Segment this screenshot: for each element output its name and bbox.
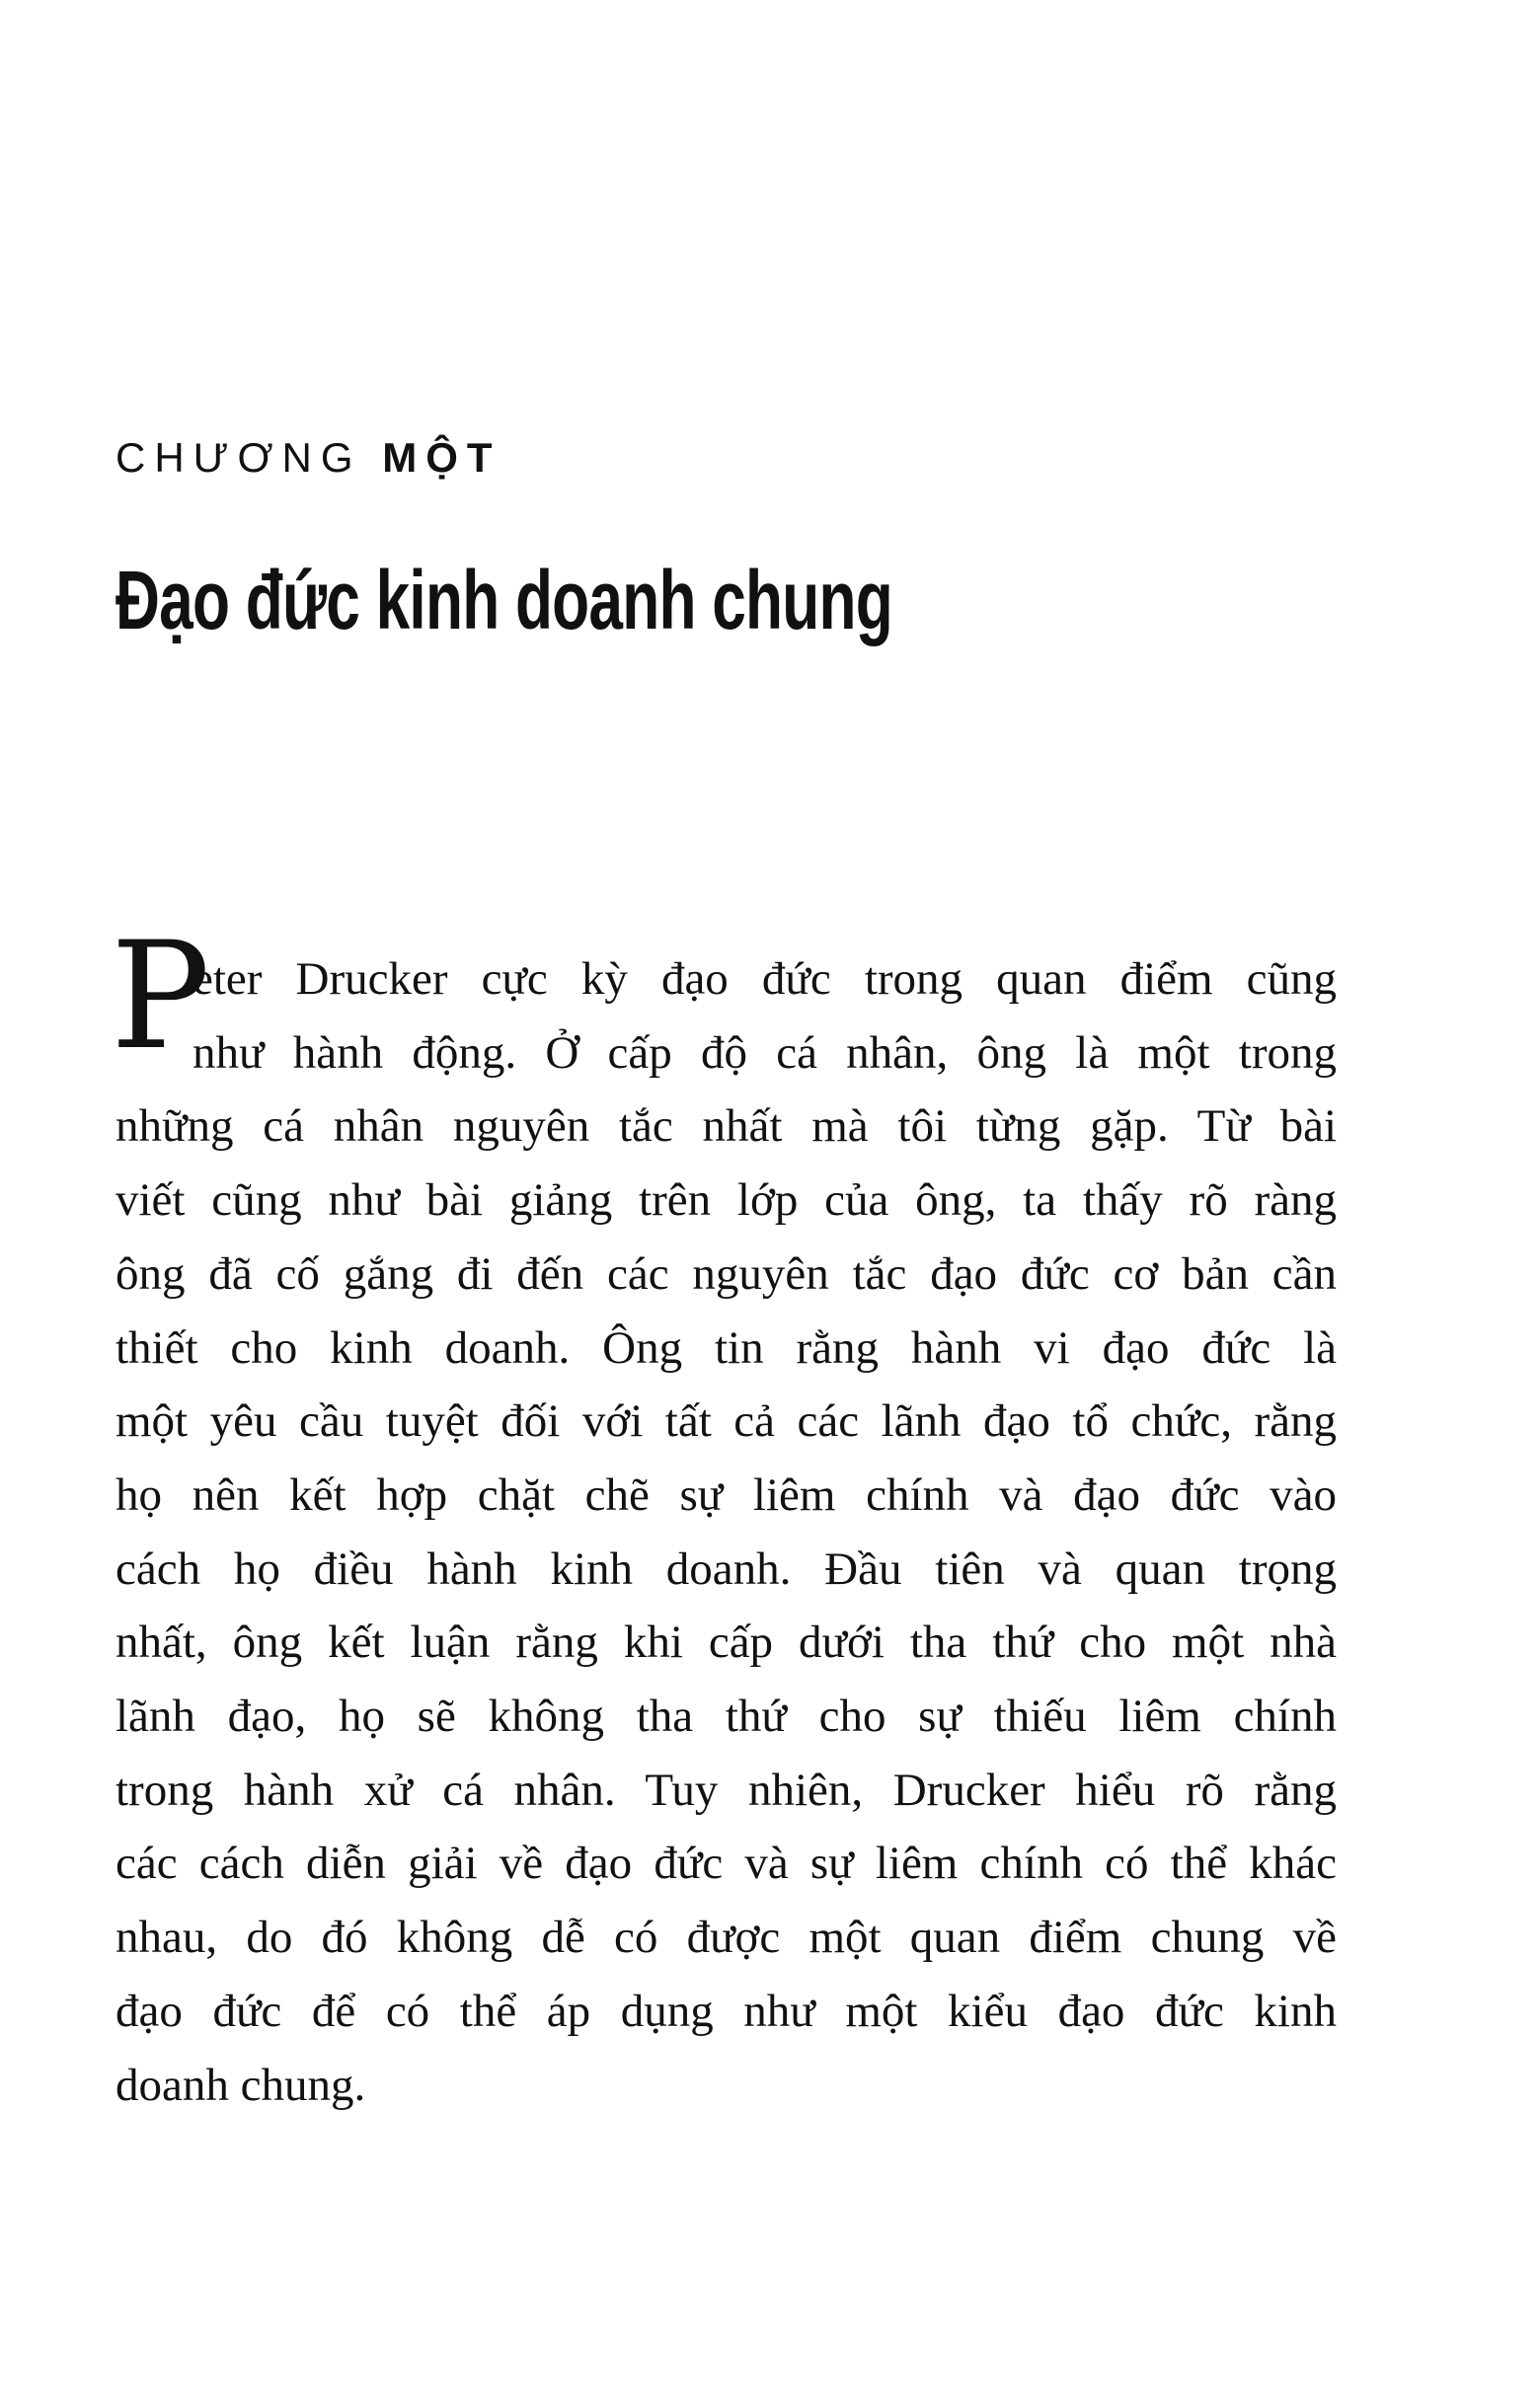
body-line: nhau, do đó không dễ có được một quan điểm chung về [116, 1912, 1337, 1964]
body-line: doanh chung. [116, 2059, 366, 2111]
body-line: những cá nhân nguyên tắc nhất mà tôi từng gặp. Từ bài [116, 1100, 1337, 1153]
body-line: như hành động. Ở cấp độ cá nhân, ông là một trong [192, 1026, 1337, 1079]
body-line: một yêu cầu tuyệt đối với tất cả các lãnh đạo tổ chức, rằng [116, 1395, 1337, 1448]
drop-cap: P [111, 911, 210, 1083]
chapter-title: Đạo đức kinh doanh chung [116, 554, 892, 646]
body-line: cách họ điều hành kinh doanh. Đầu tiên và quan trọng [116, 1543, 1337, 1595]
body-line: đạo đức để có thể áp dụng như một kiểu đạo đức kinh [116, 1985, 1337, 2037]
chapter-number: MỘT [382, 434, 501, 481]
chapter-label [116, 434, 501, 482]
body-line: nhất, ông kết luận rằng khi cấp dưới tha thứ cho một nhà [116, 1617, 1337, 1669]
body-line: eter Drucker cực kỳ đạo đức trong quan điểm cũng [192, 953, 1337, 1005]
body-line: lãnh đạo, họ sẽ không tha thứ cho sự thiếu liêm chính [116, 1691, 1337, 1742]
body-line: viết cũng như bài giảng trên lớp của ông, ta thấy rõ ràng [116, 1174, 1337, 1227]
chapter-prefix: CHƯƠNG [116, 434, 362, 481]
body-line: trong hành xử cá nhân. Tuy nhiên, Drucker hiểu rõ rằng [116, 1764, 1337, 1816]
body-line: thiết cho kinh doanh. Ông tin rằng hành vi đạo đức là [116, 1321, 1337, 1374]
body-line: họ nên kết hợp chặt chẽ sự liêm chính và đạo đức vào [116, 1468, 1337, 1521]
body-line: ông đã cố gắng đi đến các nguyên tắc đạo đức cơ bản cần [116, 1247, 1337, 1300]
body-line: các cách diễn giải về đạo đức và sự liêm chính có thể khác [116, 1838, 1337, 1890]
